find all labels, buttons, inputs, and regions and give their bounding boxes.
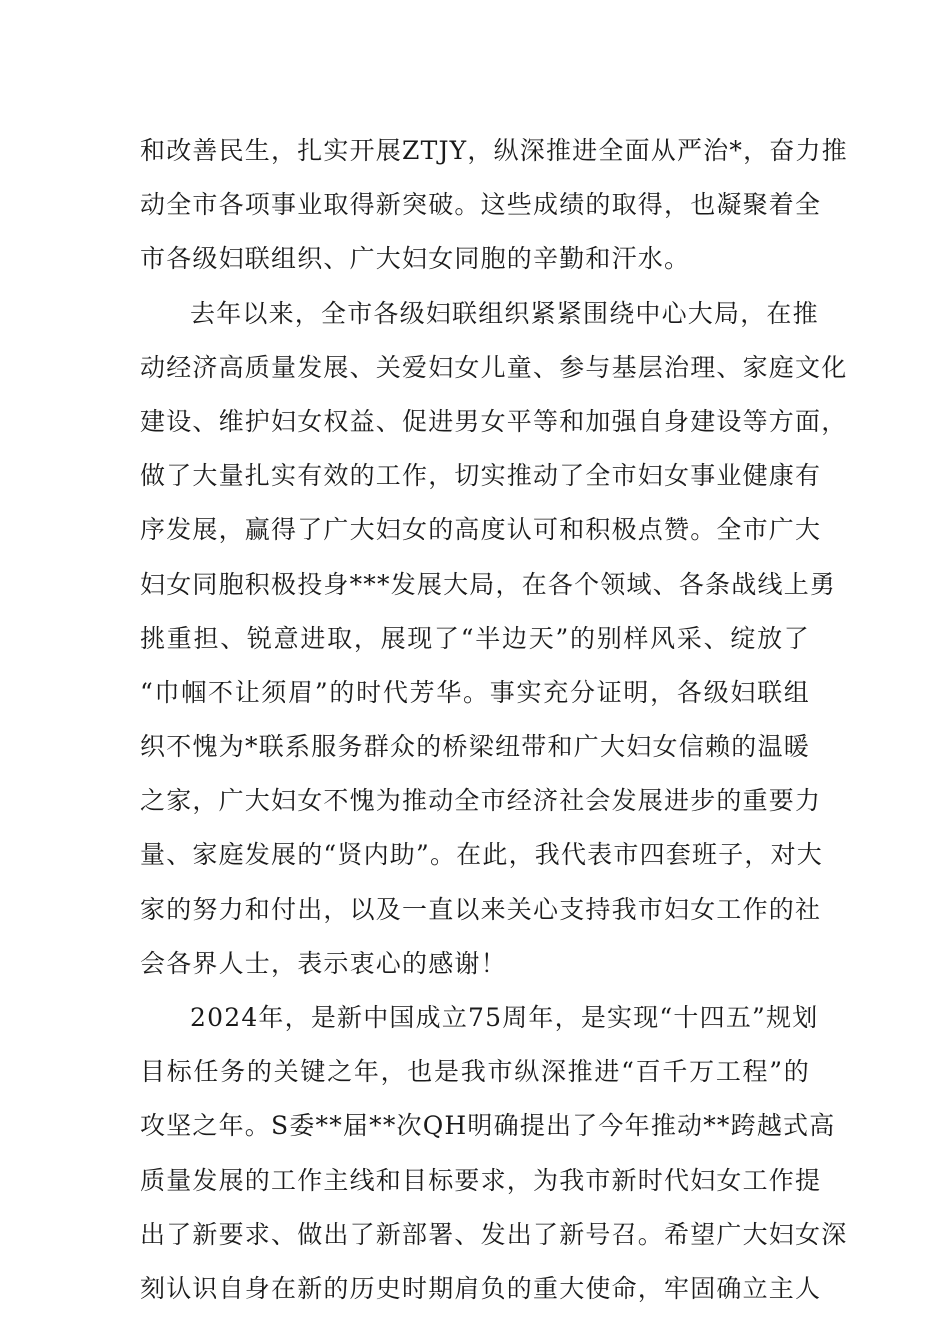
paragraph-2-line-9: 织不愧为*联系服务群众的桥梁纽带和广大妇女信赖的温暖 bbox=[140, 732, 810, 762]
paragraph-3-line-6: 刻认识自身在新的历史时期肩负的重大使命，牢固确立主人 bbox=[140, 1273, 822, 1303]
paragraph-2-line-11: 量、家庭发展的“贤内助”。在此，我代表市四套班子，对大 bbox=[140, 840, 823, 870]
paragraph-2-line-2: 动经济高质量发展、关爱妇女儿童、参与基层治理、家庭文化 bbox=[140, 352, 848, 382]
paragraph-3-line-2: 目标任务的关键之年，也是我市纵深推进“百千万工程”的 bbox=[140, 1057, 810, 1087]
paragraph-1-line-1: 和改善民生，扎实开展ZTJY，纵深推进全面从严治*，奋力推 bbox=[140, 136, 848, 165]
paragraph-2-line-5: 序发展，赢得了广大妇女的高度认可和积极点赞。全市广大 bbox=[140, 515, 822, 545]
paragraph-3-line-3: 攻坚之年。S委**届**次QH明确提出了今年推动**跨越式高 bbox=[140, 1111, 836, 1141]
paragraph-2-line-4: 做了大量扎实有效的工作，切实推动了全市妇女事业健康有 bbox=[140, 461, 822, 491]
paragraph-3-line-5: 出了新要求、做出了新部署、发出了新号召。希望广大妇女深 bbox=[140, 1219, 848, 1249]
paragraph-2-line-7: 挑重担、锐意进取，展现了“半边天”的别样风采、绽放了 bbox=[140, 623, 810, 653]
paragraph-2-line-3: 建设、维护妇女权益、促进男女平等和加强自身建设等方面， bbox=[140, 406, 848, 436]
document-body bbox=[140, 124, 848, 1316]
paragraph-2-line-1: 去年以来，全市各级妇联组织紧紧围绕中心大局，在推 bbox=[190, 298, 819, 328]
paragraph-2-line-13: 会各界人士，表示衷心的感谢！ bbox=[140, 948, 507, 978]
paragraph-2-line-8: “巾帼不让须眉”的时代芳华。事实充分证明，各级妇联组 bbox=[140, 677, 810, 707]
paragraph-3-line-4: 质量发展的工作主线和目标要求，为我市新时代妇女工作提 bbox=[140, 1165, 822, 1195]
paragraph-3-line-1: 2024年，是新中国成立75周年，是实现“十四五”规划 bbox=[190, 1003, 819, 1032]
paragraph-1-line-3: 市各级妇联组织、广大妇女同胞的辛勤和汗水。 bbox=[140, 244, 691, 274]
paragraph-2-line-10: 之家，广大妇女不愧为推动全市经济社会发展进步的重要力 bbox=[140, 786, 822, 816]
paragraph-1-line-2: 动全市各项事业取得新突破。这些成绩的取得，也凝聚着全 bbox=[140, 190, 822, 220]
paragraph-2-line-6: 妇女同胞积极投身***发展大局，在各个领域、各条战线上勇 bbox=[140, 569, 837, 599]
paragraph-2-line-12: 家的努力和付出，以及一直以来关心支持我市妇女工作的社 bbox=[140, 894, 822, 924]
